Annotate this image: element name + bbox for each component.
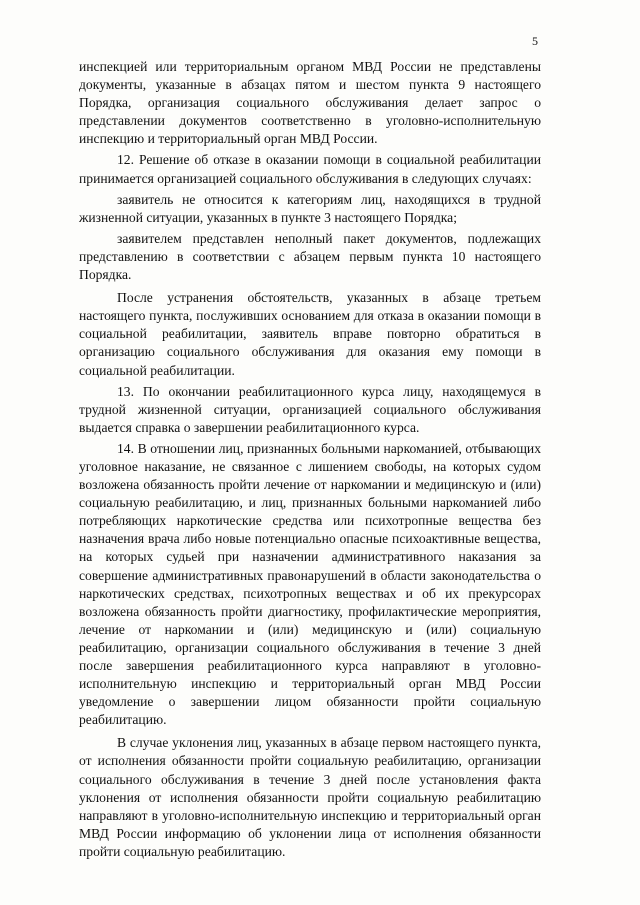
paragraph-continuation: инспекцией или территориальным органом МВД России не представлены документы, указанные в абзацах пятом и шестом пункта 9 настоящего Порядка, организация социального обслуживания делает запрос о представлении документов соответственно в уголовно-исполнительную инспекцию и территориальный орган МВД России. <box>79 59 541 147</box>
paragraph-refusal-reason-2: заявителем представлен неполный пакет документов, подлежащих представлению в соответствии с абзацем первым пункта 10 настоящего Порядка. <box>79 230 541 283</box>
paragraph-item-12: 12. Решение об отказе в оказании помощи в социальной реабилитации принимается организацией социального обслуживания в следующих случаях: <box>79 152 541 186</box>
page-number: 5 <box>532 34 538 48</box>
document-body <box>79 58 541 864</box>
paragraph-evasion: В случае уклонения лиц, указанных в абзаце первом настоящего пункта, от исполнения обязанности пройти социальную реабилитацию, организации социального обслуживания в течение 3 дней после установления факта уклонения от исполнения обязанности пройти социальную реабилитацию направляют в уголовно-исполнительную инспекцию и территориальный орган МВД России информацию об уклонении лица от исполнения обязанности пройти социальную реабилитацию. <box>79 735 541 859</box>
paragraph-item-14: 14. В отношении лиц, признанных больными наркоманией, отбывающих уголовное наказание, не связанное с лишением свободы, на которых судом возложена обязанность пройти лечение от наркомании и медицинскую и (или) социальную реабилитацию, и лиц, признанных больными наркоманией либо потребляющих наркотические средства или психотропные вещества без назначения врача либо новые потенциально опасные психоактивные вещества, на которых судьей при назначении административного наказания за совершение административных правонарушений в области законодательства о наркотических средствах, психотропных веществах и об их прекурсорах возложена обязанность пройти диагностику, профилактические мероприятия, лечение от наркомании и (или) медицинскую и (или) социальную реабилитацию, организации социального обслуживания в течение 3 дней после завершения реабилитационного курса направляют в уголовно-исполнительную инспекцию и территориальный орган МВД России уведомление о завершении лицом обязанности пройти социальную реабилитацию. <box>79 440 541 728</box>
paragraph-item-13: 13. По окончании реабилитационного курса лицу, находящемуся в трудной жизненной ситуации, организацией социального обслуживания выдается справка о завершении реабилитационного курса. <box>79 383 541 435</box>
paragraph-refusal-reason-1: заявитель не относится к категориям лиц, находящихся в трудной жизненной ситуации, указанных в пункте 3 настоящего Порядка; <box>79 191 541 225</box>
paragraph-reapply: После устранения обстоятельств, указанных в абзаце третьем настоящего пункта, послуживших основанием для отказа в оказании помощи в социальной реабилитации, заявитель вправе повторно обратиться в организацию социального обслуживания для оказания ему помощи в социальной реабилитации. <box>79 290 541 378</box>
